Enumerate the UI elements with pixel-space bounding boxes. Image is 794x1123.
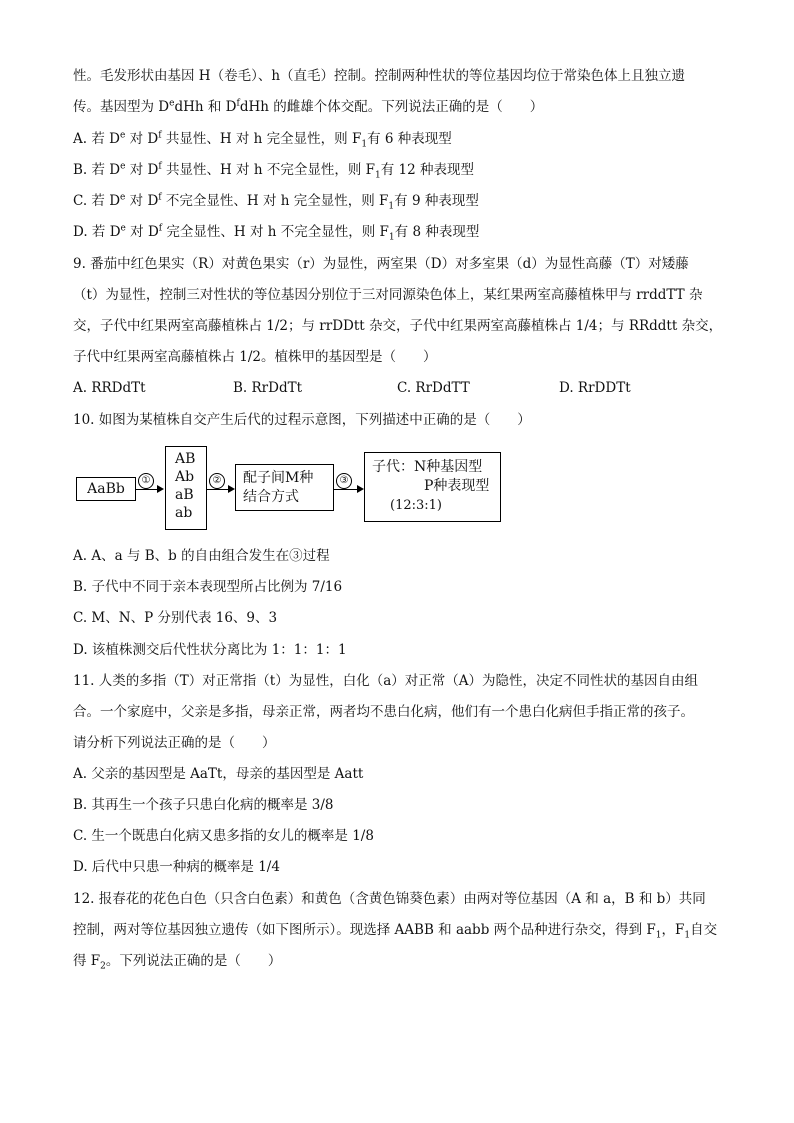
q9-stem-line2: （t）为显性，控制三对性状的等位基因分别位于三对同源染色体上，某红果两室高藤植株甲与 rrddTT 杂 bbox=[73, 287, 703, 303]
q8-option-c[interactable]: C. 若 De 对 $D^f$ 不完全显性、H 对 h 完全显性，则 $F_1$有 9 种表现型 bbox=[73, 192, 479, 212]
q9-stem-line4: 子代中红果两室高藤植株占 1/2。植株甲的基因型是（ ） bbox=[73, 349, 437, 365]
q11-option-a[interactable]: A. 父亲的基因型是 AaTt，母亲的基因型是 Aatt bbox=[73, 766, 364, 782]
q10-option-a[interactable]: A. A、a 与 B、b 的自由组合发生在③过程 bbox=[73, 548, 330, 564]
q11-option-b[interactable]: B. 其再生一个孩子只患白化病的概率是 3/8 bbox=[73, 797, 334, 813]
q11-stem-line3: 请分析下列说法正确的是（ ） bbox=[73, 735, 276, 751]
arrow-1 bbox=[136, 489, 157, 490]
q9-option-a[interactable]: A. RRDdTt bbox=[73, 380, 146, 396]
q8-option-d[interactable]: D. 若 De 对 $D^f$ 完全显性、H 对 h 不完全显性，则 $F_1$有 8 种表现型 bbox=[73, 223, 480, 243]
q11-stem-line1: 11. 人类的多指（T）对正常指（t）为显性，白化（a）对正常（A）为隐性，决定不同性状的基因自由组 bbox=[73, 673, 698, 689]
gametes-box bbox=[165, 446, 207, 530]
q11-stem-line2: 合。一个家庭中，父亲是多指，母亲正常，两者均不患白化病，他们有一个患白化病但手指正常的孩子。 bbox=[73, 704, 694, 720]
q10-option-c[interactable]: C. M、N、P 分别代表 16、9、3 bbox=[73, 610, 278, 626]
q10-option-b[interactable]: B. 子代中不同于亲本表现型所占比例为 7/16 bbox=[73, 579, 343, 595]
step-2-label: ② bbox=[209, 473, 225, 489]
q9-option-b[interactable]: B. RrDdTt bbox=[233, 380, 303, 396]
arrow-3 bbox=[334, 489, 357, 490]
gamete-Ab: Ab bbox=[175, 469, 195, 485]
q10-option-d[interactable]: D. 该植株测交后代性状分离比为 1：1：1：1 bbox=[73, 642, 347, 658]
offspring-box: 子代：N种基因型 P种表现型 (12:3:1) bbox=[364, 452, 501, 522]
q9-stem-line1: 9. 番茄中红色果实（R）对黄色果实（r）为显性，两室果（D）对多室果（d）为显性高藤（T）对矮藤 bbox=[73, 256, 689, 272]
arrow-2-head bbox=[228, 485, 235, 493]
arrow-3-head bbox=[357, 485, 364, 493]
q11-option-c[interactable]: C. 生一个既患白化病又患多指的女儿的概率是 1/8 bbox=[73, 828, 374, 844]
q8-option-b[interactable]: B. 若 De 对 $D^f$ 共显性、H 对 h 不完全显性，则 $F_1$有 12 种表现型 bbox=[73, 161, 474, 181]
gamete-ab: ab bbox=[175, 505, 193, 521]
q11-option-d[interactable]: D. 后代中只患一种病的概率是 1/4 bbox=[73, 859, 280, 875]
gamete-combination-box: 配子间M种 结合方式 bbox=[235, 464, 334, 511]
q9-stem-line3: 交，子代中红果两室高藤植株占 1/2；与 rrDDtt 杂交，子代中红果两室高藤植株占 1/4；与 RRddtt 杂交， bbox=[73, 318, 723, 334]
q12-stem-line2: 控制，两对等位基因独立遗传（如下图所示）。现选择 AABB 和 aabb 两个品种进行杂交，得到 $F_1$，$F_1$自交 bbox=[73, 922, 718, 941]
parent-genotype-box: AaBb bbox=[76, 477, 136, 501]
q12-stem-line3: 得 $F_2$。下列说法正确的是（ ） bbox=[73, 953, 282, 972]
gamete-AB: AB bbox=[175, 451, 196, 467]
q9-option-c[interactable]: C. RrDdTT bbox=[397, 380, 470, 396]
arrow-2 bbox=[207, 489, 228, 490]
step-3-label: ③ bbox=[336, 473, 352, 489]
step-1-label: ① bbox=[138, 473, 154, 489]
q8-option-a[interactable]: A. 若 De 对 $D^f$ 共显性、H 对 h 完全显性，则 $F_1$有 6 种表现型 bbox=[73, 130, 452, 150]
q9-option-d[interactable]: D. RrDDTt bbox=[559, 380, 631, 396]
gamete-aB: aB bbox=[175, 487, 194, 503]
q8-stem-line1: 性。毛发形状由基因 H（卷毛）、h（直毛）控制。控制两种性状的等位基因均位于常染色体上且独立遗 bbox=[73, 68, 686, 84]
q8-stem-line2: 传。基因型为 DedHh 和 $D^fdHh$ 的雌雄个体交配。下列说法正确的是（ ） bbox=[73, 98, 544, 115]
arrow-1-head bbox=[157, 485, 164, 493]
q10-stem: 10. 如图为某植株自交产生后代的过程示意图，下列描述中正确的是（ ） bbox=[73, 412, 531, 428]
q12-stem-line1: 12. 报春花的花色白色（只含白色素）和黄色（含黄色锦葵色素）由两对等位基因（A 和 a，B 和 b）共同 bbox=[73, 891, 706, 907]
